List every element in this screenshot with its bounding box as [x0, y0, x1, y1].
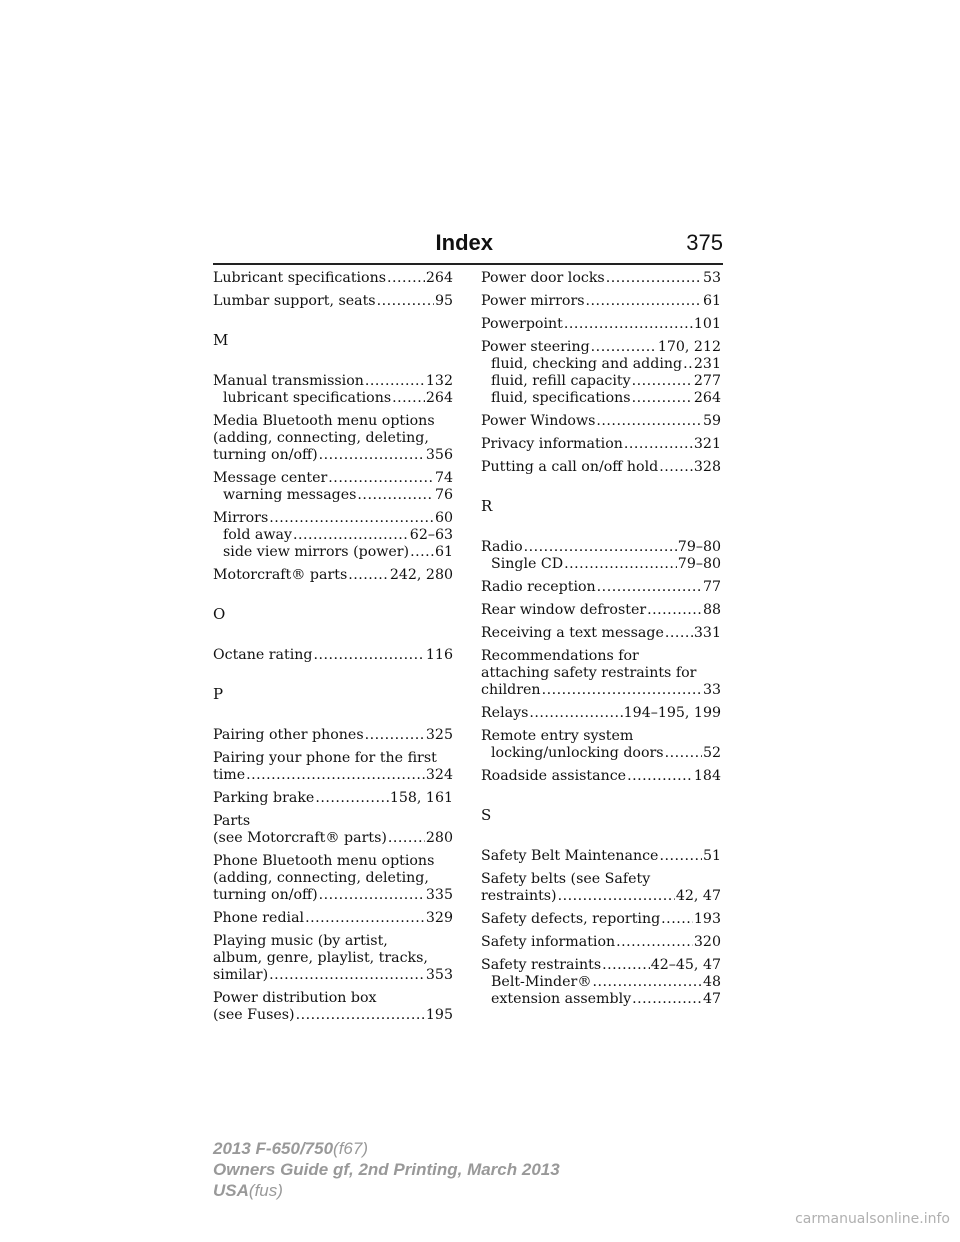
index-entry — [213, 293, 453, 310]
index-entry — [213, 470, 453, 504]
index-entry-line — [213, 967, 453, 984]
entry-page-ref: 329 — [425, 910, 453, 926]
index-entry-line — [481, 316, 721, 333]
entry-text: Pairing your phone for the first — [213, 750, 437, 766]
footer-region-code: (fus) — [248, 1181, 283, 1200]
section-letter: P — [213, 685, 224, 703]
section-letter: R — [481, 497, 493, 515]
dot-leader — [313, 647, 424, 664]
entry-page-ref: 321 — [693, 436, 721, 452]
index-subentry-line — [213, 527, 453, 544]
entry-page-ref: 53 — [702, 270, 721, 286]
dot-leader — [315, 790, 388, 807]
entry-text: Lumbar support, seats — [213, 293, 376, 309]
entry-page-ref: 42–45, 47 — [650, 957, 721, 973]
entry-text: Safety belts (see Safety — [481, 871, 651, 887]
entry-text: Privacy information — [481, 436, 623, 452]
entry-page-ref: 48 — [702, 974, 721, 990]
entry-text: Roadside assistance — [481, 768, 627, 784]
index-subentry-line — [481, 390, 721, 407]
index-subentry-line — [213, 544, 453, 561]
index-entry-line — [213, 567, 453, 584]
entry-page-ref: 61 — [434, 544, 453, 560]
dot-leader — [328, 470, 434, 487]
index-entry-line — [213, 910, 453, 927]
page-header — [213, 230, 723, 262]
index-subentry-line — [481, 991, 721, 1008]
index-entry — [481, 436, 721, 453]
index-entry-line — [213, 413, 453, 430]
index-entry-line — [481, 682, 721, 699]
page-title: Index — [435, 230, 493, 255]
index-entry — [481, 539, 721, 573]
entry-text: children — [481, 682, 541, 698]
entry-text: (adding, connecting, deleting, — [213, 430, 429, 446]
footer-model: 2013 F-650/750 — [213, 1139, 334, 1158]
entry-page-ref: 88 — [702, 602, 721, 618]
dot-leader — [564, 316, 693, 333]
dot-leader — [377, 293, 434, 310]
index-subentry-line — [481, 974, 721, 991]
index-entry — [213, 270, 453, 287]
index-subentry-line — [213, 390, 453, 407]
entry-page-ref: 356 — [425, 447, 453, 463]
entry-text: Message center — [213, 470, 328, 486]
entry-text: Safety defects, reporting — [481, 911, 661, 927]
entry-text: side view mirrors (power) — [223, 544, 410, 560]
entry-text: fold away — [223, 527, 292, 543]
entry-page-ref: 335 — [425, 887, 453, 903]
index-entry — [481, 728, 721, 762]
index-entry-line — [213, 510, 453, 527]
dot-leader — [665, 745, 702, 762]
document-footer — [213, 1138, 560, 1201]
entry-text: Manual transmission — [213, 373, 364, 389]
section-letter: M — [213, 331, 229, 349]
entry-text: extension assembly — [491, 991, 632, 1007]
index-entry — [481, 848, 721, 865]
index-entry — [481, 934, 721, 951]
entry-text: Remote entry system — [481, 728, 634, 744]
dot-leader — [542, 682, 702, 699]
entry-text: Powerpoint — [481, 316, 563, 332]
index-entry — [213, 647, 453, 664]
index-entry-line — [481, 768, 721, 785]
entry-page-ref: 52 — [702, 745, 721, 761]
index-column-left — [213, 270, 453, 1030]
index-entry-line — [481, 648, 721, 665]
dot-leader — [564, 556, 677, 573]
entry-page-ref: 33 — [702, 682, 721, 698]
dot-leader — [348, 567, 389, 584]
watermark: carmanualsonline.info — [795, 1211, 950, 1227]
section-letter: O — [213, 605, 226, 623]
entry-text: Rear window defroster — [481, 602, 647, 618]
dot-leader — [365, 727, 425, 744]
dot-leader — [597, 579, 702, 596]
entry-page-ref: 95 — [434, 293, 453, 309]
index-entry — [213, 373, 453, 407]
footer-region: USA — [213, 1181, 249, 1200]
entry-text: Media Bluetooth menu options — [213, 413, 435, 429]
entry-text: Parking brake — [213, 790, 315, 806]
index-column-right — [481, 270, 721, 1014]
entry-page-ref: 320 — [693, 934, 721, 950]
entry-text: Playing music (by artist, — [213, 933, 388, 949]
header-rule — [213, 263, 723, 265]
index-entry-line — [213, 727, 453, 744]
entry-page-ref: 79–80 — [677, 556, 721, 572]
entry-page-ref: 61 — [702, 293, 721, 309]
dot-leader — [305, 910, 425, 927]
index-entry-line — [213, 647, 453, 664]
index-entry — [481, 413, 721, 430]
index-entry — [481, 768, 721, 785]
dot-leader — [410, 544, 434, 561]
index-entry-line — [213, 790, 453, 807]
index-entry-line — [213, 853, 453, 870]
entry-page-ref: 116 — [425, 647, 453, 663]
entry-text: Octane rating — [213, 647, 313, 663]
entry-page-ref: 101 — [693, 316, 721, 332]
dot-leader — [602, 957, 650, 974]
entry-text: (adding, connecting, deleting, — [213, 870, 429, 886]
dot-leader — [647, 602, 702, 619]
index-entry — [213, 510, 453, 561]
entry-text: Safety restraints — [481, 957, 602, 973]
index-entry-line — [481, 705, 721, 722]
entry-page-ref: 132 — [425, 373, 453, 389]
dot-leader — [392, 390, 425, 407]
index-entry-line — [213, 870, 453, 887]
footer-model-code: (f67) — [333, 1139, 369, 1158]
index-subentry-line — [213, 487, 453, 504]
dot-leader — [269, 967, 425, 984]
index-entry-line — [481, 413, 721, 430]
index-entry-line — [213, 293, 453, 310]
entry-text: Radio reception — [481, 579, 596, 595]
dot-leader — [319, 447, 425, 464]
entry-page-ref: 264 — [693, 390, 721, 406]
dot-leader — [246, 767, 425, 784]
index-entry — [213, 813, 453, 847]
entry-page-ref: 195 — [425, 1007, 453, 1023]
dot-leader — [586, 293, 702, 310]
footer-line-3 — [213, 1180, 560, 1201]
footer-line-1 — [213, 1138, 560, 1159]
entry-text: Mirrors — [213, 510, 269, 526]
entry-text: locking/unlocking doors — [491, 745, 664, 761]
entry-text: Power distribution box — [213, 990, 377, 1006]
index-entry-line — [213, 813, 453, 830]
dot-leader — [365, 373, 425, 390]
index-subentry-line — [481, 373, 721, 390]
entry-text: fluid, refill capacity — [491, 373, 631, 389]
index-entry — [481, 602, 721, 619]
index-entry-line — [481, 911, 721, 928]
index-entry — [481, 339, 721, 407]
index-entry — [481, 957, 721, 1008]
entry-text: lubricant specifications — [223, 390, 392, 406]
dot-leader — [616, 934, 693, 951]
index-entry — [213, 567, 453, 584]
entry-page-ref: 184 — [693, 768, 721, 784]
index-entry — [481, 293, 721, 310]
dot-leader — [627, 768, 693, 785]
index-entry-line — [213, 933, 453, 950]
index-entry — [481, 459, 721, 476]
dot-leader — [529, 705, 622, 722]
index-entry — [213, 413, 453, 464]
index-entry — [481, 648, 721, 699]
entry-page-ref: 242, 280 — [389, 567, 453, 583]
entry-text: restraints) — [481, 888, 557, 904]
index-entry-line — [481, 436, 721, 453]
index-entry — [213, 853, 453, 904]
index-entry — [481, 625, 721, 642]
entry-text: Power mirrors — [481, 293, 585, 309]
entry-page-ref: 353 — [425, 967, 453, 983]
dot-leader — [591, 339, 657, 356]
index-entry — [481, 871, 721, 905]
index-entry-line — [481, 270, 721, 287]
page-number: 375 — [686, 230, 723, 255]
entry-text: Relays — [481, 705, 529, 721]
entry-page-ref: 42, 47 — [675, 888, 721, 904]
index-entry — [481, 270, 721, 287]
index-entry-line — [481, 339, 721, 356]
dot-leader — [632, 373, 693, 390]
index-entry — [481, 705, 721, 722]
entry-page-ref: 60 — [434, 510, 453, 526]
index-entry — [213, 910, 453, 927]
entry-page-ref: 277 — [693, 373, 721, 389]
index-entry — [213, 790, 453, 807]
dot-leader — [683, 356, 693, 373]
index-entry-line — [481, 957, 721, 974]
entry-text: Phone Bluetooth menu options — [213, 853, 435, 869]
dot-leader — [269, 510, 434, 527]
index-entry-line — [481, 871, 721, 888]
entry-text: fluid, specifications — [491, 390, 631, 406]
section-letter: S — [481, 806, 492, 824]
dot-leader — [558, 888, 675, 905]
index-entry-line — [481, 625, 721, 642]
entry-text: similar) — [213, 967, 269, 983]
index-entry-line — [213, 767, 453, 784]
entry-text: Power door locks — [481, 270, 605, 286]
index-entry-line — [213, 373, 453, 390]
entry-text: fluid, checking and adding — [491, 356, 683, 372]
entry-page-ref: 194–195, 199 — [623, 705, 721, 721]
dot-leader — [293, 527, 409, 544]
entry-page-ref: 280 — [425, 830, 453, 846]
entry-text: Putting a call on/off hold — [481, 459, 659, 475]
entry-page-ref: 325 — [425, 727, 453, 743]
entry-page-ref: 193 — [693, 911, 721, 927]
index-entry-line — [213, 887, 453, 904]
index-entry — [213, 727, 453, 744]
dot-leader — [596, 413, 702, 430]
dot-leader — [659, 848, 701, 865]
entry-text: Power steering — [481, 339, 590, 355]
index-entry-line — [481, 459, 721, 476]
dot-leader — [665, 625, 693, 642]
index-entry-line — [481, 888, 721, 905]
index-entry-line — [213, 270, 453, 287]
index-subentry-line — [481, 356, 721, 373]
index-entry-line — [213, 430, 453, 447]
index-entry-line — [481, 579, 721, 596]
entry-text: Safety information — [481, 934, 616, 950]
dot-leader — [632, 390, 693, 407]
index-entry-line — [213, 830, 453, 847]
entry-page-ref: 158, 161 — [389, 790, 453, 806]
entry-page-ref: 59 — [702, 413, 721, 429]
index-entry-line — [481, 602, 721, 619]
entry-text: Receiving a text message — [481, 625, 664, 641]
index-entry-line — [213, 950, 453, 967]
index-entry — [481, 911, 721, 928]
dot-leader — [357, 487, 434, 504]
index-entry — [213, 750, 453, 784]
entry-text: (see Fuses) — [213, 1007, 295, 1023]
index-entry-line — [213, 1007, 453, 1024]
entry-text: turning on/off) — [213, 887, 318, 903]
entry-text: (see Motorcraft® parts) — [213, 830, 387, 846]
entry-page-ref: 47 — [702, 991, 721, 1007]
dot-leader — [593, 974, 702, 991]
index-entry — [481, 316, 721, 333]
dot-leader — [524, 539, 677, 556]
entry-text: Recommendations for — [481, 648, 639, 664]
entry-page-ref: 331 — [693, 625, 721, 641]
entry-page-ref: 170, 212 — [657, 339, 721, 355]
entry-text: Phone redial — [213, 910, 305, 926]
index-entry — [213, 933, 453, 984]
index-entry — [213, 990, 453, 1024]
entry-page-ref: 79–80 — [677, 539, 721, 555]
entry-text: Radio — [481, 539, 523, 555]
entry-page-ref: 264 — [425, 270, 453, 286]
dot-leader — [388, 830, 425, 847]
entry-text: time — [213, 767, 246, 783]
entry-text: Lubricant specifications — [213, 270, 387, 286]
index-entry-line — [481, 293, 721, 310]
entry-text: warning messages — [223, 487, 357, 503]
entry-text: Parts — [213, 813, 251, 829]
dot-leader — [319, 887, 425, 904]
index-entry-line — [481, 728, 721, 745]
entry-text: Belt-Minder® — [491, 974, 592, 990]
index-entry-line — [213, 750, 453, 767]
index-subentry-line — [481, 556, 721, 573]
entry-page-ref: 264 — [425, 390, 453, 406]
entry-text: Power Windows — [481, 413, 596, 429]
dot-leader — [606, 270, 702, 287]
entry-text: Safety Belt Maintenance — [481, 848, 659, 864]
index-entry-line — [481, 848, 721, 865]
entry-text: turning on/off) — [213, 447, 318, 463]
entry-page-ref: 51 — [702, 848, 721, 864]
entry-page-ref: 76 — [434, 487, 453, 503]
entry-page-ref: 77 — [702, 579, 721, 595]
index-entry — [481, 579, 721, 596]
index-entry-line — [481, 539, 721, 556]
dot-leader — [624, 436, 693, 453]
footer-line-2: Owners Guide gf, 2nd Printing, March 2013 — [213, 1160, 560, 1179]
index-entry-line — [481, 934, 721, 951]
index-entry-line — [213, 990, 453, 1007]
entry-page-ref: 74 — [434, 470, 453, 486]
dot-leader — [296, 1007, 425, 1024]
entry-page-ref: 231 — [693, 356, 721, 372]
dot-leader — [661, 911, 693, 928]
index-entry-line — [481, 665, 721, 682]
dot-leader — [632, 991, 702, 1008]
entry-page-ref: 328 — [693, 459, 721, 475]
entry-page-ref: 324 — [425, 767, 453, 783]
dot-leader — [387, 270, 425, 287]
entry-text: Pairing other phones — [213, 727, 364, 743]
index-entry-line — [213, 447, 453, 464]
entry-text: Motorcraft® parts — [213, 567, 348, 583]
entry-page-ref: 62–63 — [409, 527, 453, 543]
entry-text: attaching safety restraints for — [481, 665, 697, 681]
index-entry-line — [213, 470, 453, 487]
index-subentry-line — [481, 745, 721, 762]
entry-text: album, genre, playlist, tracks, — [213, 950, 428, 966]
dot-leader — [659, 459, 693, 476]
entry-text: Single CD — [491, 556, 564, 572]
